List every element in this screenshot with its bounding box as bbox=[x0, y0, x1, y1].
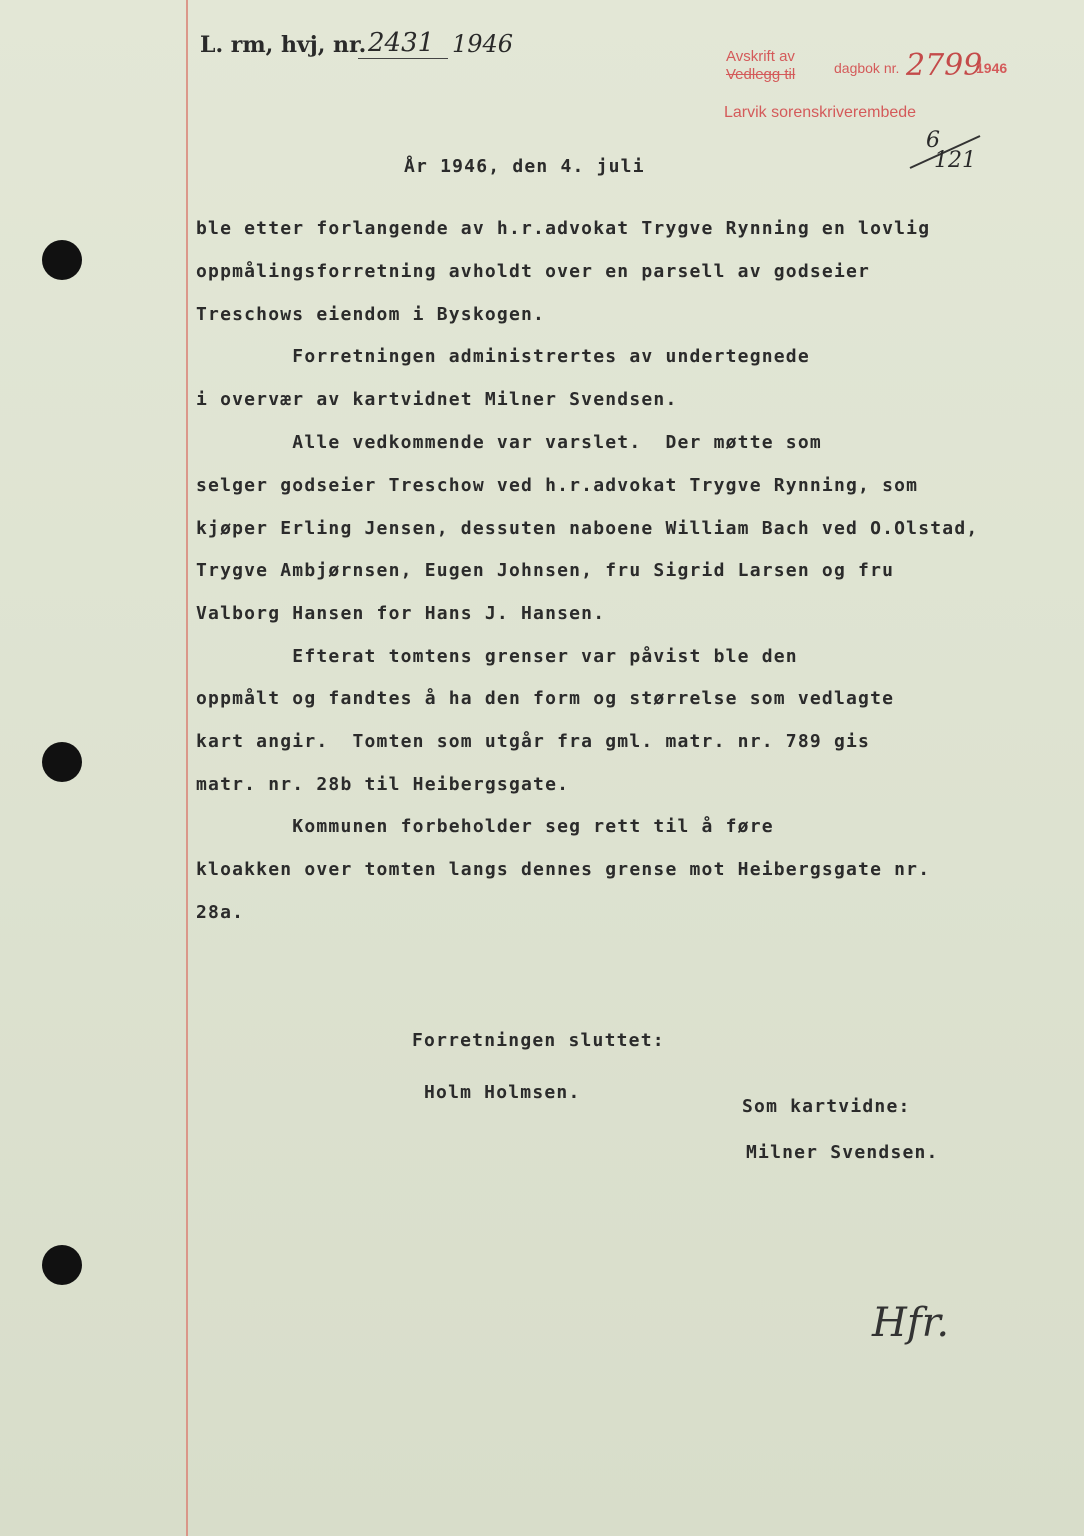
stamp-line-2: Vedlegg til bbox=[726, 66, 796, 83]
witness-label: Som kartvidne: bbox=[742, 1096, 911, 1117]
body-line: matr. nr. 28b til Heibergsgate. bbox=[196, 774, 570, 795]
body-line: Valborg Hansen for Hans J. Hansen. bbox=[196, 603, 606, 624]
punch-hole-top bbox=[42, 240, 82, 280]
handwritten-initials: Hfr. bbox=[872, 1300, 950, 1346]
body-line: Efterat tomtens grenser var påvist ble den bbox=[196, 646, 798, 667]
body-line: kart angir. Tomten som utgår fra gml. matr. nr. 789 gis bbox=[196, 731, 871, 752]
reference-prefix: L. rm, hvj, nr. bbox=[200, 32, 367, 58]
stamp-office: Larvik sorenskriverembede bbox=[724, 104, 917, 121]
body-line: kloakken over tomten langs dennes grense mot Heibergsgate nr. bbox=[196, 859, 931, 880]
margin-rule bbox=[186, 0, 188, 1536]
fraction-bottom: 121 bbox=[934, 148, 976, 173]
signer-name: Holm Holmsen. bbox=[424, 1082, 581, 1103]
witness-name: Milner Svendsen. bbox=[746, 1142, 939, 1163]
body-line: Treschows eiendom i Byskogen. bbox=[196, 304, 546, 325]
date-line: År 1946, den 4. juli bbox=[404, 156, 645, 177]
body-line: Kommunen forbeholder seg rett til å føre bbox=[196, 816, 774, 837]
body-line: kjøper Erling Jensen, dessuten naboene William Bach ved O.Olstad, bbox=[196, 518, 979, 539]
fraction-top: 6 bbox=[926, 128, 940, 153]
body-line: Forretningen administrertes av undertegnede bbox=[196, 346, 810, 367]
body-line: Trygve Ambjørnsen, Eugen Johnsen, fru Sigrid Larsen og fru bbox=[196, 560, 895, 581]
concluded-line: Forretningen sluttet: bbox=[412, 1030, 665, 1051]
body-line: ble etter forlangende av h.r.advokat Trygve Rynning en lovlig bbox=[196, 218, 931, 239]
reference-number: 2431 bbox=[368, 28, 435, 58]
stamp-line-1: Avskrift av bbox=[726, 48, 795, 65]
body-line: i overvær av kartvidnet Milner Svendsen. bbox=[196, 389, 678, 410]
reference-year: 1946 bbox=[452, 30, 514, 58]
dagbok-number: 2799 bbox=[906, 48, 983, 83]
punch-hole-bottom bbox=[42, 1245, 82, 1285]
body-line: Alle vedkommende var varslet. Der møtte som bbox=[196, 432, 822, 453]
body-line: oppmålt og fandtes å ha den form og størrelse som vedlagte bbox=[196, 688, 895, 709]
body-line: 28a. bbox=[196, 902, 245, 923]
stamp-dagbok-label: dagbok nr. bbox=[834, 60, 900, 76]
reference-underline bbox=[358, 58, 448, 59]
body-line: oppmålingsforretning avholdt over en parsell av godseier bbox=[196, 261, 871, 282]
body-line: selger godseier Treschow ved h.r.advokat Trygve Rynning, som bbox=[196, 475, 919, 496]
dagbok-year: 1946 bbox=[976, 60, 1008, 76]
punch-hole-middle bbox=[42, 742, 82, 782]
